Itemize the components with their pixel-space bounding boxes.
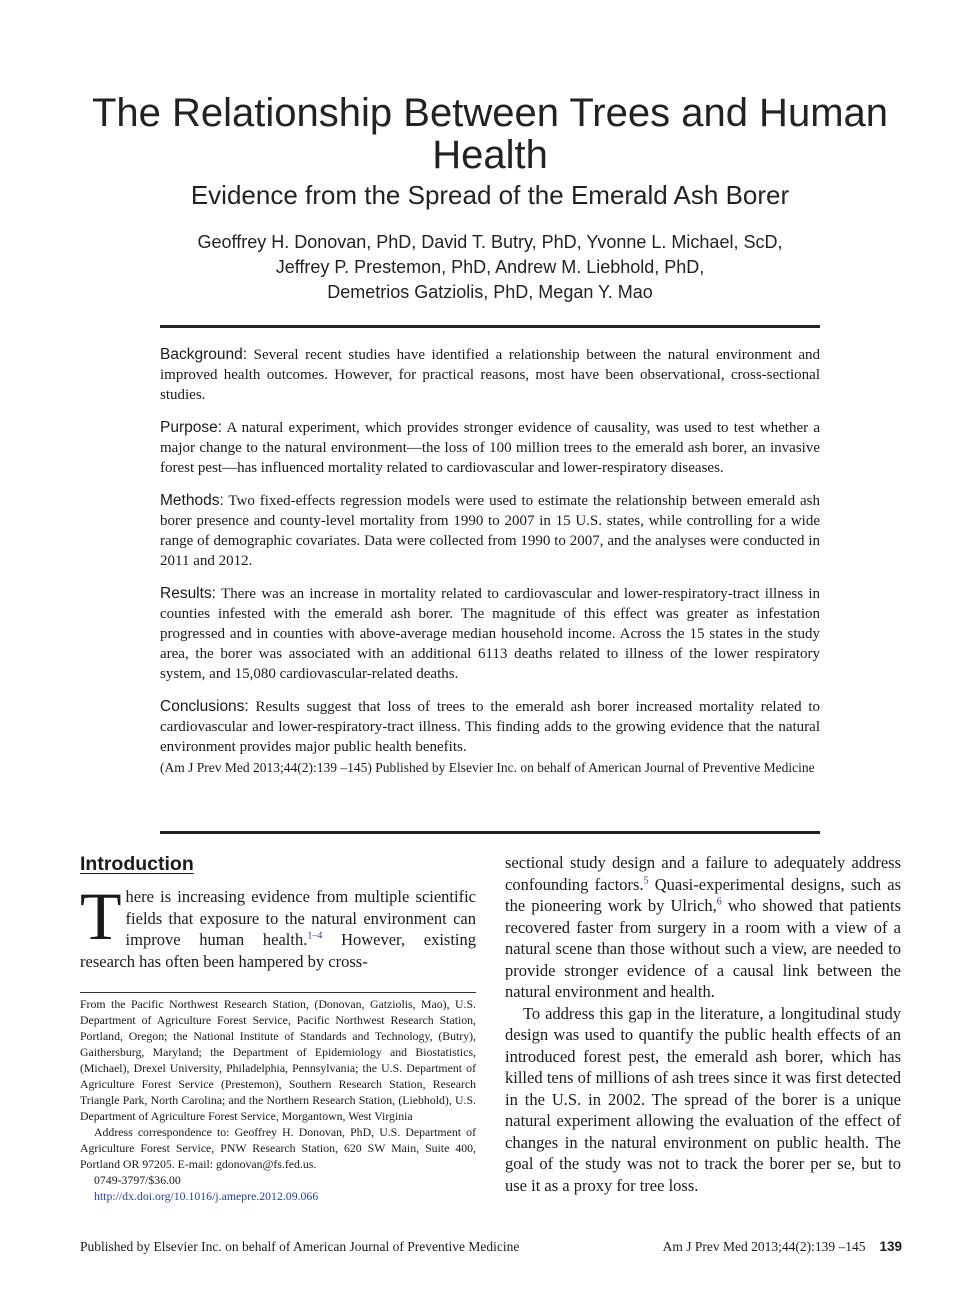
- reference-link[interactable]: 6: [716, 896, 722, 908]
- footnotes: [80, 996, 476, 1204]
- abstract: [160, 345, 820, 776]
- drop-cap: T: [80, 878, 122, 954]
- body-text: who showed that patients recovered faster from surgery in a room with a view of a natural scene than those without such a view, are needed to provide stronger evidence of a causal link between the natural environment and health.: [505, 896, 902, 1001]
- footnote-rule: [80, 992, 476, 993]
- reference-link[interactable]: 5: [643, 875, 649, 886]
- abstract-purpose: [160, 418, 820, 478]
- abstract-background: [160, 345, 820, 405]
- author-line: Demetrios Gatziolis, PhD, Megan Y. Mao: [327, 282, 653, 302]
- abstract-label: Background:: [160, 346, 248, 363]
- abstract-label: Purpose:: [160, 419, 223, 436]
- footer-publisher: Published by Elsevier Inc. on behalf of American Journal of Preventive Medicine: [80, 1239, 520, 1254]
- footer-journal-ref: Am J Prev Med 2013;44(2):139 –145: [662, 1239, 866, 1254]
- reference-link[interactable]: 1–4: [307, 930, 323, 942]
- abstract-text: There was an increase in mortality related to cardiovascular and lower-respiratory-tract illness in counties infested with the emerald ash borer. The magnitude of this effect was greater as infestation progressed and in counties with above-average median household income. Across the 15 states in the study area, the borer was associated with an additional 6113 deaths related to illness of the lower respiratory system, and 15,080 cardiovascular-related deaths.: [160, 586, 821, 682]
- body-paragraph: [505, 852, 901, 1003]
- body-text: Quasi-experimental designs, such as the pioneering work by Ulrich,: [505, 874, 901, 915]
- abstract-citation: (Am J Prev Med 2013;44(2):139 –145) Published by Elsevier Inc. on behalf of American Journal of Preventive Medicine: [160, 760, 815, 775]
- right-column: [505, 852, 901, 1196]
- abstract-text: Two fixed-effects regression models were used to estimate the relationship between emerald ash borer presence and county-level mortality from 1990 to 2007 in 15 U.S. states, while controlling for a wide range of demographic covariates. Data were collected from 1990 to 2007, and the analyses were conducted in 2011 and 2012.: [160, 493, 821, 569]
- abstract-methods: [160, 491, 820, 571]
- left-column: [80, 852, 476, 972]
- title-block: [80, 92, 900, 212]
- page-number: 139: [879, 1239, 902, 1254]
- author-list: [120, 230, 860, 305]
- author-line: Geoffrey H. Donovan, PhD, David T. Butry, PhD, Yvonne L. Michael, ScD,: [197, 232, 783, 252]
- intro-text: here is increasing evidence from multiple scientific fields that exposure to the natural environment can improve human health.: [125, 887, 476, 949]
- intro-text: However, existing research has often been hampered by cross-: [80, 930, 476, 971]
- abstract-text: Results suggest that loss of trees to the emerald ash borer increased mortality related to cardiovascular and lower-respiratory-tract illness. This finding adds to the growing evidence that the natural environment provides major public health benefits.: [160, 699, 820, 755]
- article-title: The Relationship Between Trees and Human Health: [91, 91, 888, 177]
- body-paragraph: To address this gap in the literature, a longitudinal study design was used to quantify the public health effects of an introduced forest pest, the emerald ash borer, which has killed tens of millions of ash trees since it was first detected in the U.S. in 2002. The spread of the borer is a unique natural experiment allowing the evaluation of the effect of changes in the natural environment on public health. The goal of the study was not to track the borer per se, but to use it as a proxy for tree loss.: [505, 1003, 901, 1195]
- abstract-label: Conclusions:: [160, 698, 249, 715]
- abstract-results: [160, 584, 820, 684]
- abstract-label: Results:: [160, 585, 216, 602]
- section-heading-introduction: Introduction: [80, 853, 194, 875]
- affiliation-note: From the Pacific Northwest Research Station, (Donovan, Gatziolis, Mao), U.S. Department of Agriculture Forest Service, Pacific Northwest Research Station, Portland, Oregon; the National Institute of Standards and Technology, (Butry), Gaithersburg, Maryland; the Department of Epidemiology and Biostatistics, (Michael), Drexel University, Philadelphia, Pennsylvania; the U.S. Department of Agriculture Forest Service (Prestemon), Southern Research Station, Research Triangle Park, North Carolina; and the Northern Research Station, (Liebhold), U.S. Department of Agriculture Forest Service, Morgantown, West Virginia: [80, 997, 476, 1123]
- correspondence-note: Address correspondence to: Geoffrey H. Donovan, PhD, U.S. Department of Agriculture Forest Service, PNW Research Station, 620 SW Main, Suite 400, Portland OR 97205. E-mail: gdonovan@fs.fed.us.: [80, 1125, 476, 1171]
- intro-paragraph: [80, 878, 476, 972]
- abstract-bottom-rule: [160, 831, 820, 834]
- footer-right: [663, 1238, 902, 1256]
- issn-note: 0749-3797/$36.00: [94, 1173, 181, 1187]
- body-text: sectional study design and a failure to adequately address confounding factors.: [505, 853, 901, 894]
- doi-link-wrapper: [80, 1188, 476, 1204]
- abstract-text: Several recent studies have identified a relationship between the natural environment and improved health outcomes. However, for practical reasons, most have been observational, cross-sectional studies.: [160, 347, 821, 403]
- author-line: Jeffrey P. Prestemon, PhD, Andrew M. Liebhold, PhD,: [275, 257, 705, 277]
- abstract-label: Methods:: [160, 492, 224, 509]
- article-subtitle: Evidence from the Spread of the Emerald Ash Borer: [190, 180, 790, 210]
- abstract-text: A natural experiment, which provides stronger evidence of causality, was used to test whether a major change to the natural environment—the loss of 100 million trees to the emerald ash borer, an invasive forest pest—has influenced mortality related to cardiovascular and lower-respiratory diseases.: [160, 420, 820, 476]
- doi-link[interactable]: http://dx.doi.org/10.1016/j.amepre.2012.09.066: [94, 1189, 319, 1203]
- abstract-top-rule: [160, 325, 820, 328]
- abstract-conclusions: [160, 697, 820, 757]
